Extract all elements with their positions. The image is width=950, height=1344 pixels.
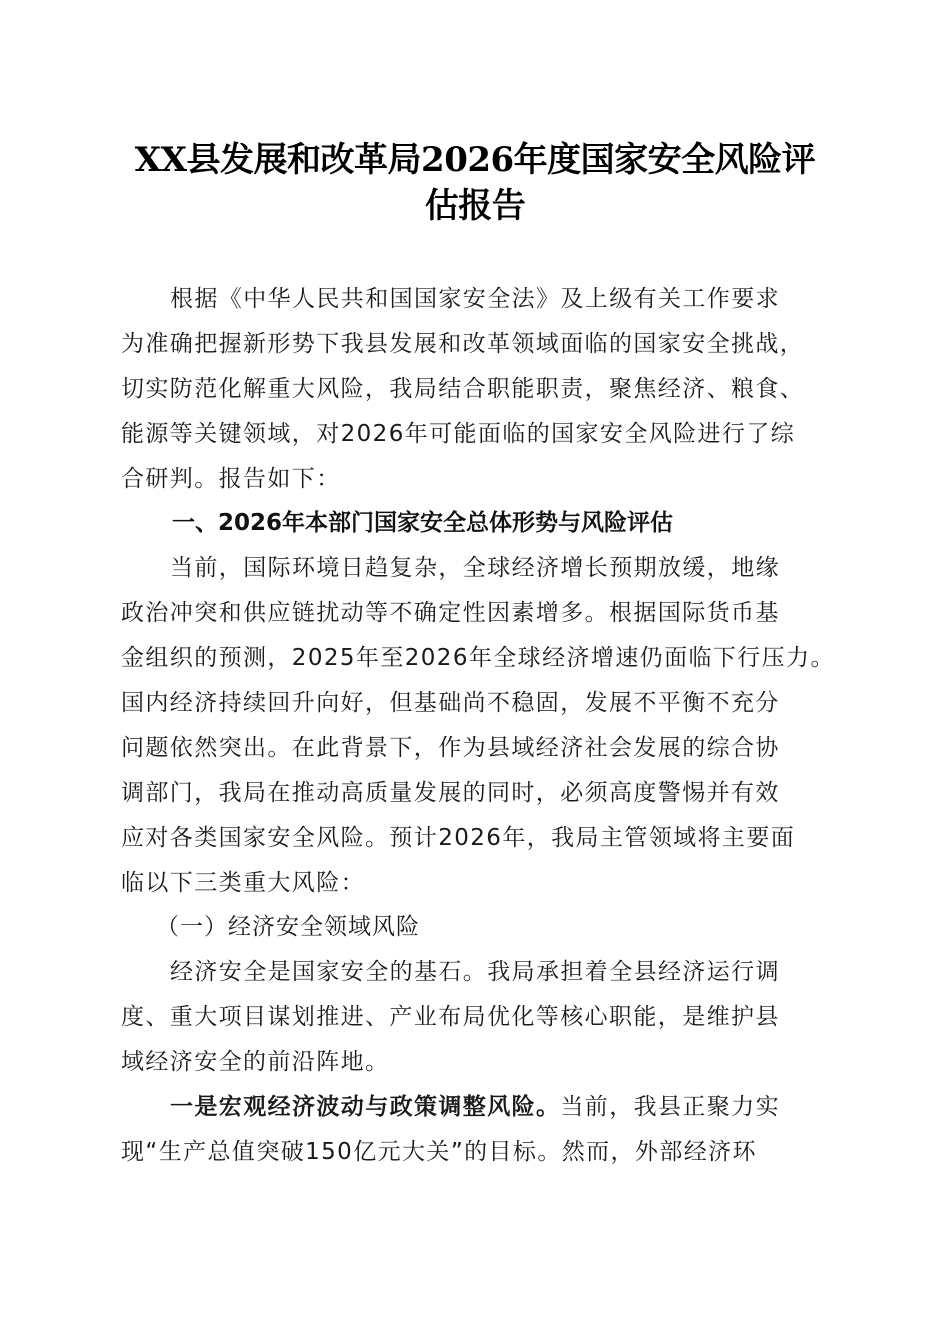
intro-paragraph-line: 合研判。报告如下： <box>121 466 341 492</box>
point-line-rest: 当前，我县正聚力实 <box>560 1094 781 1120</box>
subsection-paragraph-line: 度、重大项目谋划推进、产业布局优化等核心职能，是维护县 <box>121 1004 780 1030</box>
section-paragraph-line: 应对各类国家安全风险。预计2026年，我局主管领域将主要面 <box>121 825 796 851</box>
section-paragraph-line: 国内经济持续回升向好，但基础尚不稳固，发展不平衡不充分 <box>121 690 780 716</box>
subsection-paragraph-line: 域经济安全的前沿阵地。 <box>121 1049 390 1075</box>
document-title-line-1: XX县发展和改革局2026年度国家安全风险评 <box>134 140 816 180</box>
intro-paragraph-line: 根据《中华人民共和国国家安全法》及上级有关工作要求 <box>170 286 780 312</box>
intro-paragraph-line: 能源等关键领域，对2026年可能面临的国家安全风险进行了综 <box>121 421 796 447</box>
section-paragraph-line: 调部门，我局在推动高质量发展的同时，必须高度警惕并有效 <box>121 780 780 806</box>
point-paragraph-line: 现“生产总值突破150亿元大关”的目标。然而，外部经济环 <box>121 1139 757 1165</box>
subsection-paragraph-line: 经济安全是国家安全的基石。我局承担着全县经济运行调 <box>170 959 780 985</box>
intro-paragraph-line: 为准确把握新形势下我县发展和改革领域面临的国家安全挑战， <box>121 331 805 357</box>
point-lead-bold: 一是宏观经济波动与政策调整风险。 <box>170 1094 561 1120</box>
subsection-heading: （一）经济安全领域风险 <box>156 914 420 940</box>
section-heading: 一、2026年本部门国家安全总体形势与风险评估 <box>172 510 674 536</box>
section-paragraph-line: 当前，国际环境日趋复杂，全球经济增长预期放缓，地缘 <box>170 555 780 581</box>
section-paragraph-line: 金组织的预测，2025年至2026年全球经济增速仍面临下行压力。 <box>121 645 835 671</box>
document-title-line-2: 估报告 <box>424 186 526 226</box>
section-paragraph-line: 临以下三类重大风险： <box>121 870 365 896</box>
intro-paragraph-line: 切实防范化解重大风险，我局结合职能职责，聚焦经济、粮食、 <box>121 376 805 402</box>
section-paragraph-line: 问题依然突出。在此背景下，作为县域经济社会发展的综合协 <box>121 735 780 761</box>
point-paragraph-line <box>170 1092 890 1122</box>
section-paragraph-line: 政治冲突和供应链扰动等不确定性因素增多。根据国际货币基 <box>121 600 780 626</box>
